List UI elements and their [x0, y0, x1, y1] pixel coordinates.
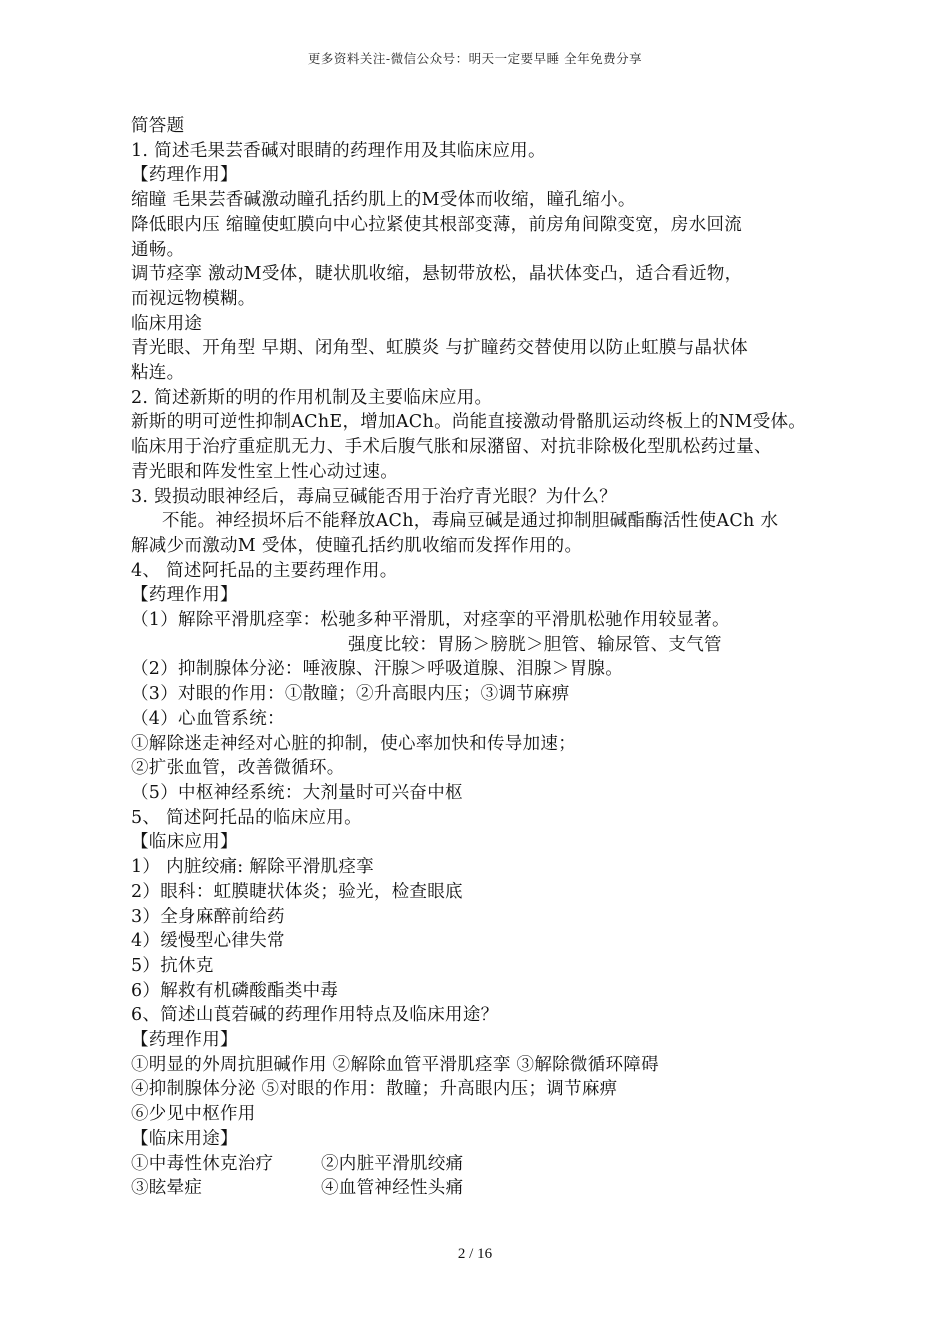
text-line: 6）解救有机磷酸酯类中毒 — [131, 980, 339, 1001]
list-cell: ④血管神经性头痛 — [321, 1178, 464, 1199]
text-line: ②扩张血管，改善微循环。 — [131, 758, 345, 779]
list-cell: ①中毒性休克治疗 — [131, 1153, 274, 1174]
text-line: 通畅。 — [131, 239, 185, 260]
text-line: ⑥少见中枢作用 — [131, 1104, 256, 1125]
text-line: 1） 内脏绞痛: 解除平滑肌痉挛 — [131, 857, 374, 878]
page-number: 2 / 16 — [457, 1246, 493, 1262]
subheading: 【临床应用】 — [131, 832, 238, 853]
text-line: ④抑制腺体分泌 ⑤对眼的作用：散瞳；升高眼内压；调节麻痹 — [131, 1079, 618, 1100]
text-line: （2）抑制腺体分泌：唾液腺、汗腺＞呼吸道腺、泪腺＞胃腺。 — [131, 659, 624, 680]
text-line: 5）抗休克 — [131, 955, 214, 976]
text-line: ①明显的外周抗胆碱作用 ②解除血管平滑肌痉挛 ③解除微循环障碍 — [131, 1054, 659, 1075]
text-line: 青光眼和阵发性室上性心动过速。 — [131, 461, 398, 482]
text-line: ①解除迷走神经对心脏的抑制，使心率加快和传导加速； — [131, 733, 576, 754]
text-line: （5）中枢神经系统：大剂量时可兴奋中枢 — [131, 782, 463, 803]
subheading: 【药理作用】 — [131, 1030, 238, 1051]
text-line: 2）眼科：虹膜睫状体炎；验光，检查眼底 — [131, 881, 463, 902]
text-line: 4）缓慢型心律失常 — [131, 931, 285, 952]
subheading: 临床用途 — [131, 313, 203, 334]
text-line: （1）解除平滑肌痉挛：松驰多种平滑肌，对痉挛的平滑肌松驰作用较显著。 — [131, 610, 730, 631]
question-3: 3. 毁损动眼神经后，毒扁豆碱能否用于治疗青光眼？为什么？ — [131, 486, 617, 507]
text-line: 调节痉挛 激动M受体，睫状肌收缩，悬韧带放松，晶状体变凸，适合看近物， — [131, 264, 743, 285]
text-line: 缩瞳 毛果芸香碱激动瞳孔括约肌上的M受体而收缩，瞳孔缩小。 — [131, 190, 636, 211]
list-cell: ②内脏平滑肌绞痛 — [321, 1153, 464, 1174]
page-header: 更多资料关注-微信公众号：明天一定要早睡 全年免费分享 — [307, 51, 643, 66]
question-2: 2. 简述新斯的明的作用机制及主要临床应用。 — [131, 387, 493, 408]
list-cell: ③眩晕症 — [131, 1178, 203, 1199]
question-1: 1. 简述毛果芸香碱对眼睛的药理作用及其临床应用。 — [131, 140, 546, 161]
text-line: （4）心血管系统： — [131, 708, 285, 729]
subheading: 【药理作用】 — [131, 585, 238, 606]
text-line: 不能。神经损坏后不能释放ACh，毒扁豆碱是通过抑制胆碱酯酶活性使ACh 水 — [162, 511, 779, 532]
text-line: 降低眼内压 缩瞳使虹膜向中心拉紧使其根部变薄，前房角间隙变宽，房水回流 — [131, 214, 743, 235]
subheading: 【药理作用】 — [131, 165, 238, 186]
text-line — [131, 1176, 821, 1201]
subheading: 【临床用途】 — [131, 1128, 238, 1149]
text-line: 粘连。 — [131, 363, 185, 384]
text-line: 解减少而激动M 受体，使瞳孔括约肌收缩而发挥作用的。 — [131, 535, 583, 556]
text-line: 强度比较：胃肠＞膀胱＞胆管、输尿管、支气管 — [348, 634, 722, 655]
text-line: 而视远物模糊。 — [131, 288, 256, 309]
text-line — [131, 1152, 821, 1177]
text-line: （3）对眼的作用：①散瞳；②升高眼内压；③调节麻痹 — [131, 684, 570, 705]
text-line: 新斯的明可逆性抑制AChE，增加ACh。尚能直接激动骨骼肌运动终板上的NM受体。 — [131, 412, 807, 433]
question-4: 4、 简述阿托品的主要药理作用。 — [131, 560, 398, 581]
section-title: 简答题 — [131, 116, 185, 136]
question-6: 6、简述山莨菪碱的药理作用特点及临床用途？ — [131, 1005, 499, 1026]
question-5: 5、 简述阿托品的临床应用。 — [131, 807, 362, 828]
text-line: 3）全身麻醉前给药 — [131, 906, 285, 927]
text-line: 临床用于治疗重症肌无力、手术后腹气胀和尿潴留、对抗非除极化型肌松药过量、 — [131, 437, 772, 458]
text-line: 青光眼、开角型 早期、闭角型、虹膜炎 与扩瞳药交替使用以防止虹膜与晶状体 — [131, 338, 748, 359]
document-body — [131, 114, 821, 1201]
